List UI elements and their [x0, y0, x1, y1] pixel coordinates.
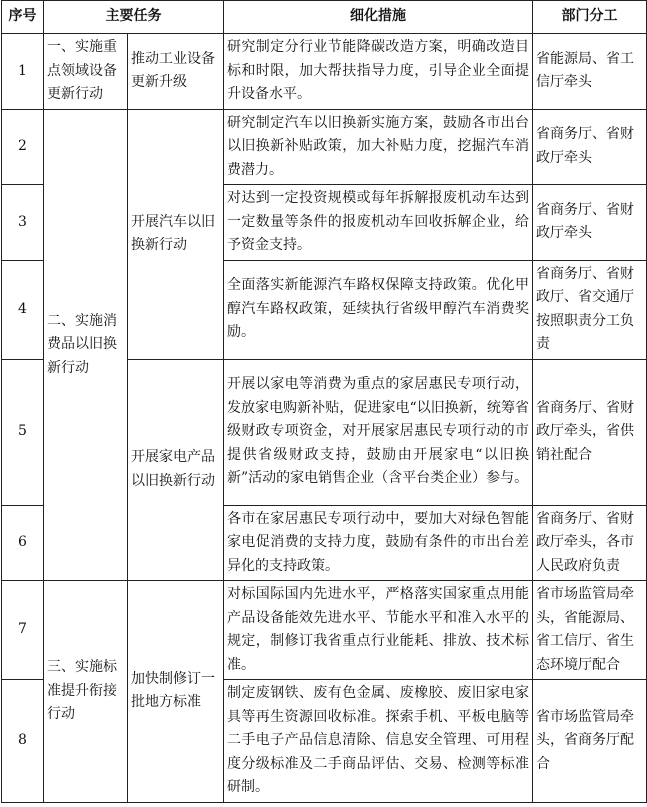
header-no: 序号	[2, 1, 44, 34]
table-row	[2, 581, 647, 680]
measure-text: 全面落实新能源汽车路权保障支持政策。优化甲醇汽车路权政策，延续执行省级甲醇汽车消费奖励。	[224, 260, 533, 359]
main-task: 三、实施标准提升衔接行动	[44, 581, 128, 803]
dept-text: 省能源局、省工信厅牵头	[533, 34, 647, 110]
header-task: 主要任务	[44, 1, 224, 34]
main-task: 二、实施消费品以旧换新行动	[44, 109, 128, 581]
row-number: 1	[2, 34, 44, 110]
row-number: 6	[2, 505, 44, 581]
row-number: 8	[2, 680, 44, 803]
header-row	[2, 1, 647, 34]
row-number: 3	[2, 185, 44, 261]
measure-text: 研究制定分行业节能降碳改造方案，明确改造目标和时限，加大帮扶指导力度，引导企业全面提升设备水平。	[224, 34, 533, 110]
sub-task: 开展家电产品以旧换新行动	[128, 359, 224, 581]
table-row	[2, 34, 647, 110]
dept-text: 省市场监管局牵头，省商务厅配合	[533, 680, 647, 803]
sub-task: 推动工业设备更新升级	[128, 34, 224, 110]
dept-text: 省商务厅、省财政厅牵头	[533, 109, 647, 185]
measure-text: 制定废钢铁、废有色金属、废橡胶、废旧家电家具等再生资源回收标准。探索手机、平板电脑等二手电子产品信息清除、信息安全管理、可用程度分级标准及二手商品评估、交易、检测等标准研制。	[224, 680, 533, 803]
measure-text: 对标国际国内先进水平，严格落实国家重点用能产品设备能效先进水平、节能水平和准入水平的规定，制修订我省重点行业能耗、排放、技术标准。	[224, 581, 533, 680]
row-number: 2	[2, 109, 44, 185]
row-number: 7	[2, 581, 44, 680]
header-dept: 部门分工	[533, 1, 647, 34]
measure-text: 各市在家居惠民专项行动中，要加大对绿色智能家电促消费的支持力度，鼓励有条件的市出台差异化的支持政策。	[224, 505, 533, 581]
row-number: 4	[2, 260, 44, 359]
measure-text: 开展以家电等消费为重点的家居惠民专项行动，发放家电购新补贴，促进家电“以旧换新，统筹省级财政专项资金，对开展家居惠民专项行动的市提供省级财政支持，鼓励由开展家电“以旧换新”活动的家电销售企业（含平台类企业）参与。	[224, 359, 533, 505]
dept-text: 省市场监管局牵头，省能源局、省工信厅、省生态环境厅配合	[533, 581, 647, 680]
main-task: 一、实施重点领域设备更新行动	[44, 34, 128, 110]
table-row	[2, 109, 647, 185]
dept-text: 省商务厅、省财政厅、省交通厅按照职责分工负责	[533, 260, 647, 359]
task-table	[1, 0, 647, 803]
measure-text: 对达到一定投资规模或每年拆解报废机动车达到一定数量等条件的报废机动车回收拆解企业，给予资金支持。	[224, 185, 533, 261]
measure-text: 研究制定汽车以旧换新实施方案，鼓励各市出台以旧换新补贴政策，加大补贴力度，挖掘汽车消费潜力。	[224, 109, 533, 185]
sub-task: 开展汽车以旧换新行动	[128, 109, 224, 359]
sub-task: 加快制修订一批地方标准	[128, 581, 224, 803]
row-number: 5	[2, 359, 44, 505]
dept-text: 省商务厅、省财政厅牵头，省供销社配合	[533, 359, 647, 505]
dept-text: 省商务厅、省财政厅牵头	[533, 185, 647, 261]
header-measure: 细化措施	[224, 1, 533, 34]
dept-text: 省商务厅、省财政厅牵头，各市人民政府负责	[533, 505, 647, 581]
